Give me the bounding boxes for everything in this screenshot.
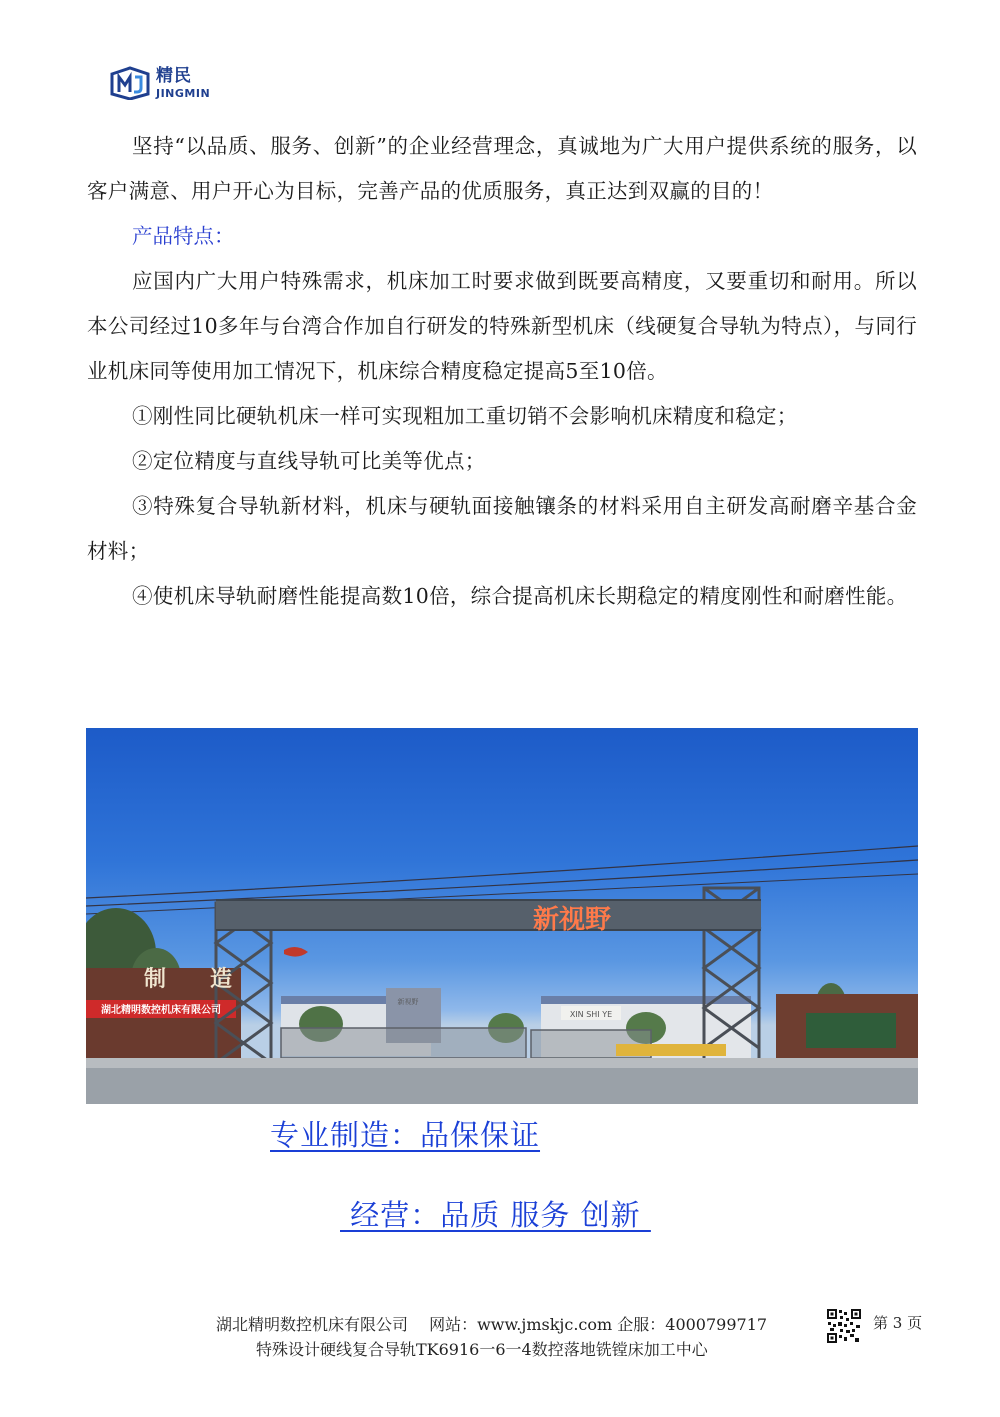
logo-chinese-name: 精民: [156, 65, 192, 86]
wall-plaque-text: 湖北精明数控机床有限公司: [101, 1005, 221, 1016]
qr-code-icon: [826, 1308, 862, 1344]
features-paragraph: 应国内广大用户特殊需求，机床加工时要求做到既要高精度，又要重切和耐用。所以本公司经过10多年与台湾合作加自行研发的特殊新型机床（线硬复合导轨为特点），与同行业机床同等使用加工情况下，机床综合精度稳定提高5至10倍。: [87, 269, 917, 383]
footer-company-contact: 湖北精明数控机床有限公司 网站：www.jmskjc.com 企服：4000799717: [216, 1315, 768, 1334]
slogan-business-philosophy: 经营：品质 服务 创新: [340, 1198, 651, 1232]
feature-point-1: ①刚性同比硬轨机床一样可实现粗加工重切销不会影响机床精度和稳定；: [132, 404, 798, 428]
feature-point-2: ②定位精度与直线导轨可比美等优点；: [132, 449, 486, 473]
wall-sign-text: 制 造: [144, 967, 233, 992]
document-body: [87, 124, 917, 619]
page-number: 第 3 页: [873, 1314, 923, 1332]
gate-sign-text: 新视野: [532, 905, 612, 935]
slogan-professional-manufacturing: 专业制造：品保保证: [270, 1118, 541, 1152]
feature-point-3: ③特殊复合导轨新材料，机床与硬轨面接触镶条的材料采用自主研发高耐磨辛基合金材料；: [87, 494, 917, 563]
factory-gate-photo: [86, 728, 918, 1104]
building-sign-left: 新视野: [397, 998, 419, 1006]
page-footer: [0, 1308, 1000, 1368]
footer-product-name: 特殊设计硬线复合导轨TK6916一6一4数控落地铣镗床加工中心: [256, 1340, 708, 1359]
logo-english-name: JINGMIN: [156, 86, 211, 100]
company-logo: [110, 62, 230, 104]
section-title-features: 产品特点：: [132, 224, 235, 248]
feature-point-4: ④使机床导轨耐磨性能提高数10倍，综合提高机床长期稳定的精度刚性和耐磨性能。: [132, 584, 908, 608]
building-sign-right: XIN SHI YE: [569, 1010, 613, 1019]
logo-mark-icon: [110, 66, 150, 100]
intro-paragraph: 坚持“以品质、服务、创新”的企业经营理念，真诚地为广大用户提供系统的服务，以客户满意、用户开心为目标，完善产品的优质服务，真正达到双赢的目的！: [87, 134, 917, 203]
